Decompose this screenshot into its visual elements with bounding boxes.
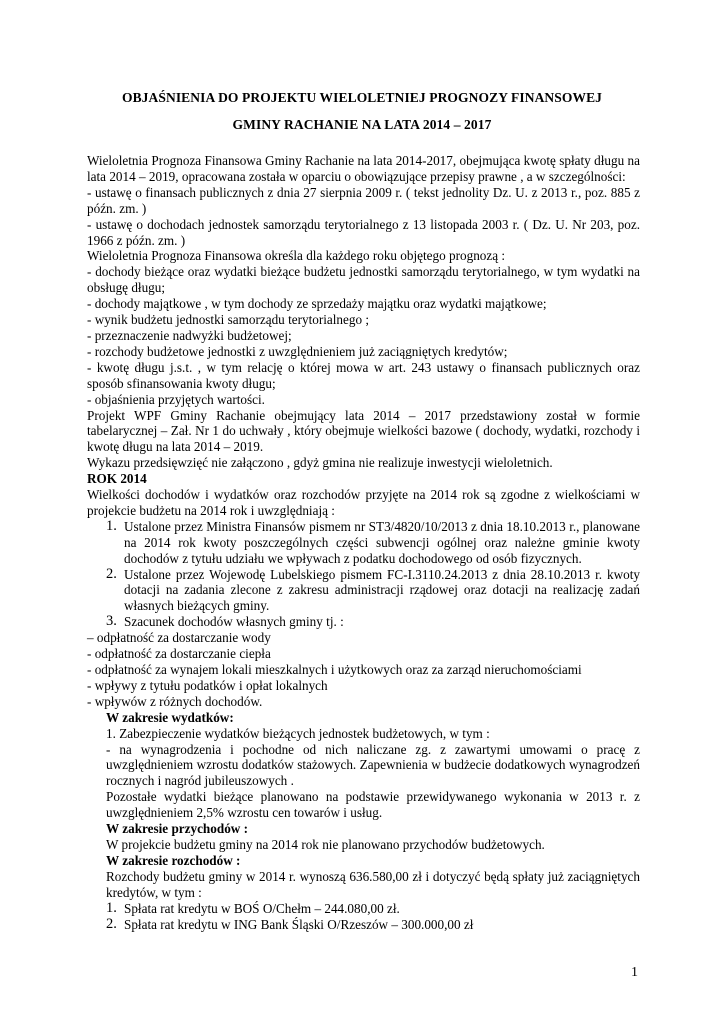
list-number: 2. <box>106 915 117 932</box>
wydatki-line: Pozostałe wydatki bieżące planowano na podstawie przewidywanego wykonania w 2013 r. z uwzględnieniem 2,5% wzrostu cen towarów i usług. <box>106 789 640 821</box>
intro-paragraph: Wykazu przedsięwzięć nie załączono , gdyż gmina nie realizuje inwestycji wieloletnich. <box>87 455 553 471</box>
rok-intro: Wielkości dochodów i wydatków oraz rozchodów przyjęte na 2014 rok są zgodne z wielkościami w projekcie budżetu na 2014 rok i uwzględniają : <box>87 487 640 518</box>
wydatki-line: 1. Zabezpieczenie wydatków bieżących jednostek budżetowych, w tym : <box>106 725 490 741</box>
list-text: Spłata rat kredytu w ING Bank Śląski O/Rzeszów – 300.000,00 zł <box>124 916 474 932</box>
rozchody-numbered-list <box>87 901 640 933</box>
title-line-2: GMINY RACHANIE NA LATA 2014 – 2017 <box>232 117 492 132</box>
intro-paragraph: Wieloletnia Prognoza Finansowa Gminy Rachanie na lata 2014-2017, obejmująca kwotę spłaty długu na lata 2014 – 2019, opracowana została w oparciu o obowiązujące przepisy prawne , a w szczególności: <box>87 153 640 184</box>
list-text: Ustalone przez Ministra Finansów pismem nr ST3/4820/10/2013 z dnia 18.10.2013 r., planowane na 2014 rok kwoty poszczególnych części subwencji ogólnej oraz należne gminie kwoty dochodów z tytułu udziału we wpływach z podatku dochodowego od osób fizycznych. <box>124 518 640 566</box>
rok-heading: ROK 2014 <box>87 471 147 487</box>
intro-law-item: - ustawę o finansach publicznych z dnia 27 sierpnia 2009 r. ( tekst jednolity Dz. U. z 2013 r., poz. 885 z późn. zm. ) <box>87 184 640 216</box>
list-text: Spłata rat kredytu w BOŚ O/Chełm – 244.080,00 zł. <box>124 900 400 916</box>
income-item: - odpłatność za wynajem lokali mieszkalnych i użytkowych oraz za zarząd nieruchomościami <box>87 662 582 677</box>
przychody-heading: W zakresie przychodów : <box>106 821 248 837</box>
intro-paragraph: Projekt WPF Gminy Rachanie obejmujący lata 2014 – 2017 przedstawiony został w formie tabelarycznej – Zał. Nr 1 do uchwały , który obejmuje wielkości bazowe ( dochody, wydatki, rozchody i kwotę długu na lata 2014 – 2019. <box>87 407 640 455</box>
intro-scope-item: - objaśnienia przyjętych wartości. <box>87 391 265 407</box>
list-number: 1. <box>106 517 117 534</box>
intro-scope-item: - dochody bieżące oraz wydatki bieżące budżetu jednostki samorządu terytorialnego, w tym wydatki na obsługę długu; <box>87 264 640 296</box>
intro-paragraph: Wieloletnia Prognoza Finansowa określa dla każdego roku objętego prognozą : <box>87 248 506 264</box>
list-item <box>87 519 640 567</box>
income-item: - wpływów z różnych dochodów. <box>87 693 263 709</box>
intro-scope-item: - rozchody budżetowe jednostki z uwzględnieniem już zaciągniętych kredytów; <box>87 343 508 359</box>
list-item <box>87 614 640 630</box>
intro-scope-item: - wynik budżetu jednostki samorządu terytorialnego ; <box>87 312 369 328</box>
intro-scope-item: - przeznaczenie nadwyżki budżetowej; <box>87 327 292 343</box>
intro-scope-item: - kwotę długu j.s.t. , w tym relację o której mowa w art. 243 ustawy o finansach publicznych oraz sposób sfinansowania kwoty długu; <box>87 359 640 391</box>
list-item <box>87 567 640 615</box>
income-item: - wpływy z tytułu podatków i opłat lokalnych <box>87 677 328 693</box>
rozchody-heading: W zakresie rozchodów : <box>106 852 241 868</box>
intro-law-item: - ustawę o dochodach jednostek samorządu terytorialnego z 13 listopada 2003 r. ( Dz. U. Nr 203, poz. 1966 z późn. zm. ) <box>87 216 640 248</box>
title-line-1: OBJAŚNIENIA DO PROJEKTU WIELOLETNIEJ PROGNOZY FINANSOWEJ <box>121 90 603 105</box>
document-body <box>87 153 640 932</box>
intro-scope-item: - dochody majątkowe , w tym dochody ze sprzedaży majątku oraz wydatki majątkowe; <box>87 296 547 312</box>
income-item: - odpłatność za dostarczanie ciepła <box>87 646 271 662</box>
list-text: Szacunek dochodów własnych gminy tj. : <box>124 614 344 630</box>
rok-numbered-list <box>87 519 640 630</box>
wydatki-heading: W zakresie wydatków: <box>106 709 234 725</box>
income-item: – odpłatność za dostarczanie wody <box>87 630 271 646</box>
list-number: 3. <box>106 613 117 630</box>
list-text: Ustalone przez Wojewodę Lubelskiego pismem FC-I.3110.24.2013 z dnia 28.10.2013 r. kwoty dotacji na zadania zlecone z zakresu administracji rządowej oraz dotacji na realizację zadań własnych bieżących gminy. <box>124 566 640 614</box>
list-number: 1. <box>106 899 117 916</box>
page-number: 1 <box>631 965 638 980</box>
list-item <box>87 917 640 933</box>
rozchody-text: Rozchody budżetu gminy w 2014 r. wynoszą 636.580,00 zł i dotyczyć będą spłaty już zaciągniętych kredytów, w tym : <box>106 868 640 900</box>
wydatki-line: - na wynagrodzenia i pochodne od nich naliczane zg. z zawartymi umowami o pracę z uwzględnieniem wzrostu dodatków stażowych. Zapewnienia w budżecie dodatkowych wynagrodzeń rocznych i nagród jubileuszowych . <box>106 741 640 789</box>
list-item <box>87 901 640 917</box>
przychody-text: W projekcie budżetu gminy na 2014 rok nie planowano przychodów budżetowych. <box>106 836 545 852</box>
list-number: 2. <box>106 565 117 582</box>
